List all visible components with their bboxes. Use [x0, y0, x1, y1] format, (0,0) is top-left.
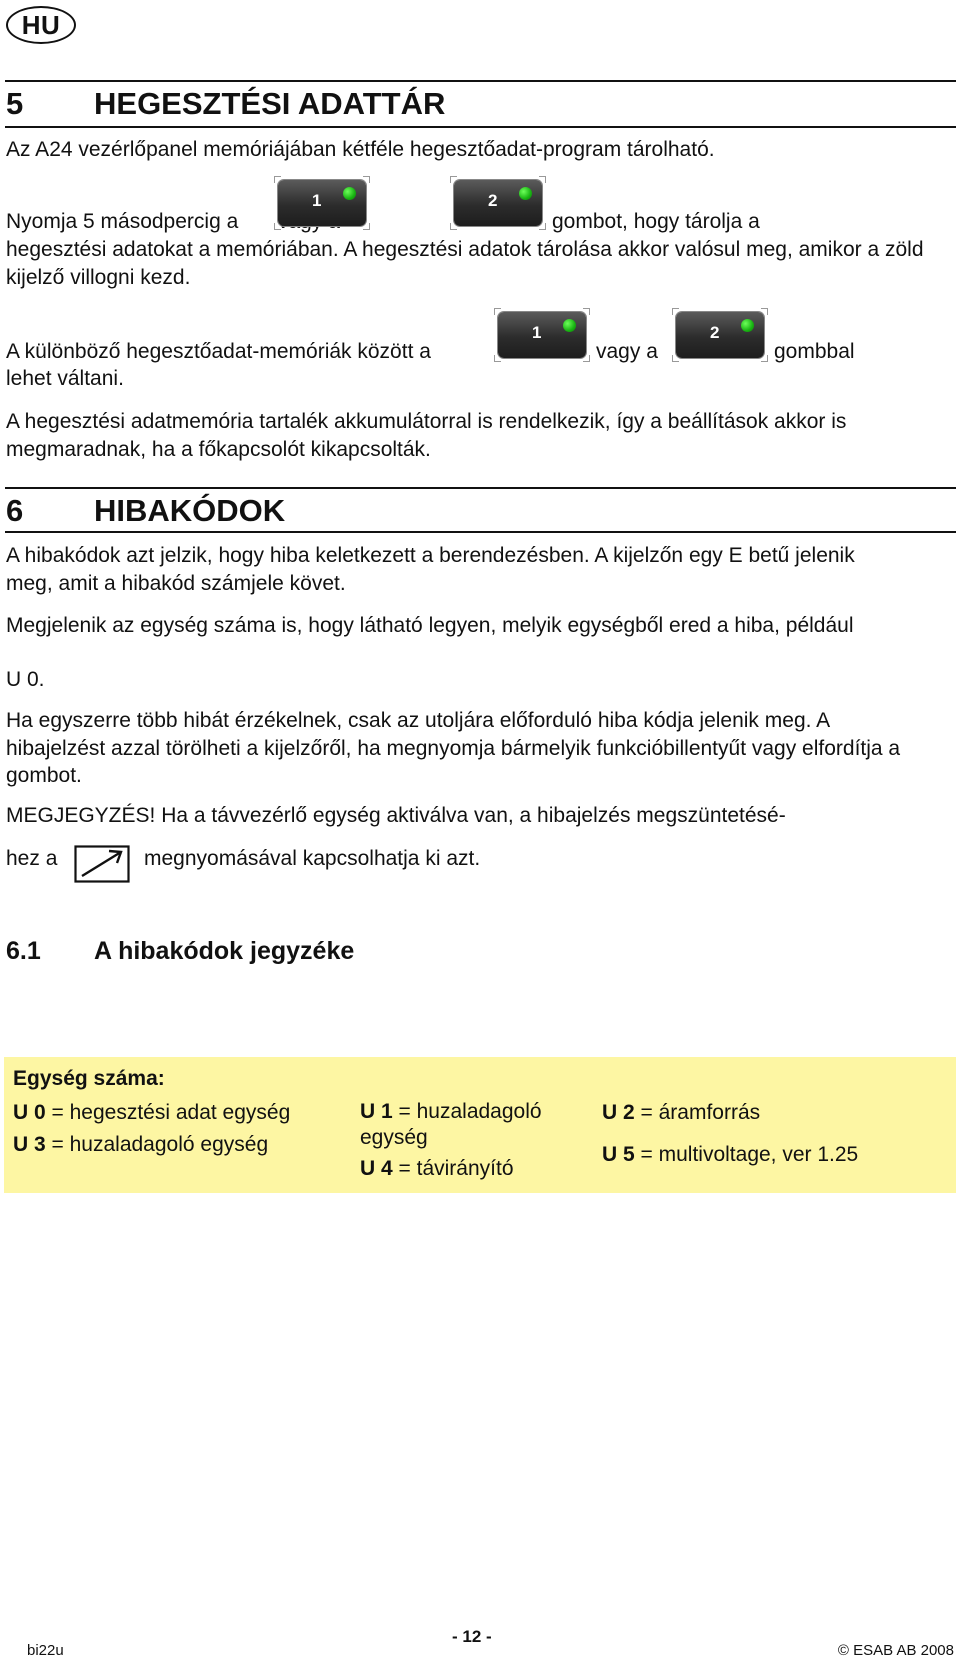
section-title: A hibakódok jegyzéke [94, 937, 355, 965]
section-rule-top [5, 80, 956, 82]
section-number: 5 [6, 86, 24, 121]
footer-page-number: - 12 - [452, 1627, 492, 1646]
unit-text: távirányító [416, 1157, 514, 1180]
note-line [6, 845, 481, 873]
section-number: 6.1 [6, 937, 41, 965]
footer-doc-code: bi22u [27, 1642, 64, 1659]
text-fragment: Nyomja 5 másodpercig a [6, 210, 239, 233]
paragraph-example: U 0. [6, 668, 45, 691]
unit-code: U 0 [13, 1101, 46, 1124]
section-title: HIBAKÓDOK [94, 493, 286, 528]
unit-sep: = [634, 1101, 659, 1124]
paragraph: Megjelenik az egység száma is, hogy látható legyen, melyik egységből ered a hiba, például [6, 614, 854, 637]
unit-code: U 1 [360, 1100, 393, 1123]
button-label: 2 [488, 191, 498, 210]
section-6-heading [6, 491, 285, 532]
unit-entry [602, 1141, 858, 1169]
section-rule-bottom [5, 126, 956, 128]
text-fragment: vagy a [596, 340, 658, 363]
unit-text: huzaladagoló egység [69, 1133, 269, 1156]
memory-2-button-icon [676, 312, 764, 358]
unit-code: U 4 [360, 1157, 393, 1180]
button-label: 1 [532, 323, 542, 342]
paragraph: A hegesztési adatmemória tartalék akkumulátorral is rendelkezik, így a beállítások akkor is megmaradnak, ha a főkapcsolót kikapcsolták. [6, 410, 847, 461]
memory-1-button-icon [498, 312, 586, 358]
unit-entry [602, 1099, 760, 1127]
green-led-icon [741, 319, 754, 332]
unit-sep: = [392, 1100, 417, 1123]
unit-entry [13, 1131, 268, 1159]
language-badge: HU [6, 6, 76, 44]
unit-entry [360, 1099, 575, 1150]
green-led-icon [519, 187, 532, 200]
paragraph: Ha egyszerre több hibát érzékelnek, csak az utoljára előforduló hiba kódja jelenik meg. A hibajelzést azzal törölheti a kijelzőről, ha megnyomja bármelyik funkcióbillentyűt vagy elfordítja a gombot. [6, 709, 901, 788]
unit-code: U 3 [13, 1133, 46, 1156]
note-line: MEGJEGYZÉS! Ha a távvezérlő egység aktiválva van, a hibajelzés megszüntetésé- [6, 804, 786, 827]
paragraph: A hibakódok azt jelzik, hogy hiba keletkezett a berendezésben. A kijelzőn egy E betű jelenik meg, amit a hibakód számjele követ. [6, 544, 855, 595]
unit-text: huzaladagoló egység [360, 1100, 542, 1149]
unit-code: U 2 [602, 1101, 635, 1124]
paragraph-switch-line [6, 338, 946, 366]
unit-code: U 5 [602, 1143, 635, 1166]
section-title: HEGESZTÉSI ADATTÁR [94, 86, 446, 121]
unit-text: áramforrás [658, 1101, 761, 1124]
text-fragment: hez a [6, 847, 58, 870]
section-rule-top [5, 487, 956, 489]
section-number: 6 [6, 493, 24, 528]
memory-2-button-icon [454, 180, 542, 226]
paragraph: hegesztési adatokat a memóriában. A hegesztési adatok tárolása akkor valósul meg, amikor a zöld kijelző villogni kezd. [6, 238, 924, 289]
unit-text: hegesztési adat egység [69, 1101, 291, 1124]
unit-entry [13, 1099, 290, 1127]
section-6-1-heading [6, 935, 354, 968]
text-fragment: gombbal [774, 340, 855, 363]
green-led-icon [343, 187, 356, 200]
remote-arrow-key-icon [74, 845, 130, 883]
paragraph: Az A24 vezérlőpanel memóriájában kétféle hegesztőadat-program tárolható. [6, 138, 715, 161]
unit-entry [360, 1155, 514, 1183]
unit-text: multivoltage, ver 1.25 [658, 1143, 859, 1166]
text-fragment: gombot, hogy tárolja a [552, 210, 760, 233]
text-fragment: A különböző hegesztőadat-memóriák között a [6, 340, 431, 363]
unit-sep: = [392, 1157, 417, 1180]
box-title: Egység száma: [13, 1067, 165, 1090]
button-label: 2 [710, 323, 720, 342]
footer-copyright: © ESAB AB 2008 [837, 1642, 954, 1659]
section-5-heading [6, 84, 445, 125]
unit-sep: = [45, 1133, 70, 1156]
memory-1-button-icon [278, 180, 366, 226]
text-fragment: megnyomásával kapcsolhatja ki azt. [144, 847, 481, 870]
green-led-icon [563, 319, 576, 332]
unit-sep: = [634, 1143, 659, 1166]
paragraph: lehet váltani. [6, 367, 124, 390]
button-label: 1 [312, 191, 322, 210]
unit-codes-box [4, 1057, 956, 1193]
section-rule-bottom [5, 531, 956, 533]
unit-sep: = [45, 1101, 70, 1124]
